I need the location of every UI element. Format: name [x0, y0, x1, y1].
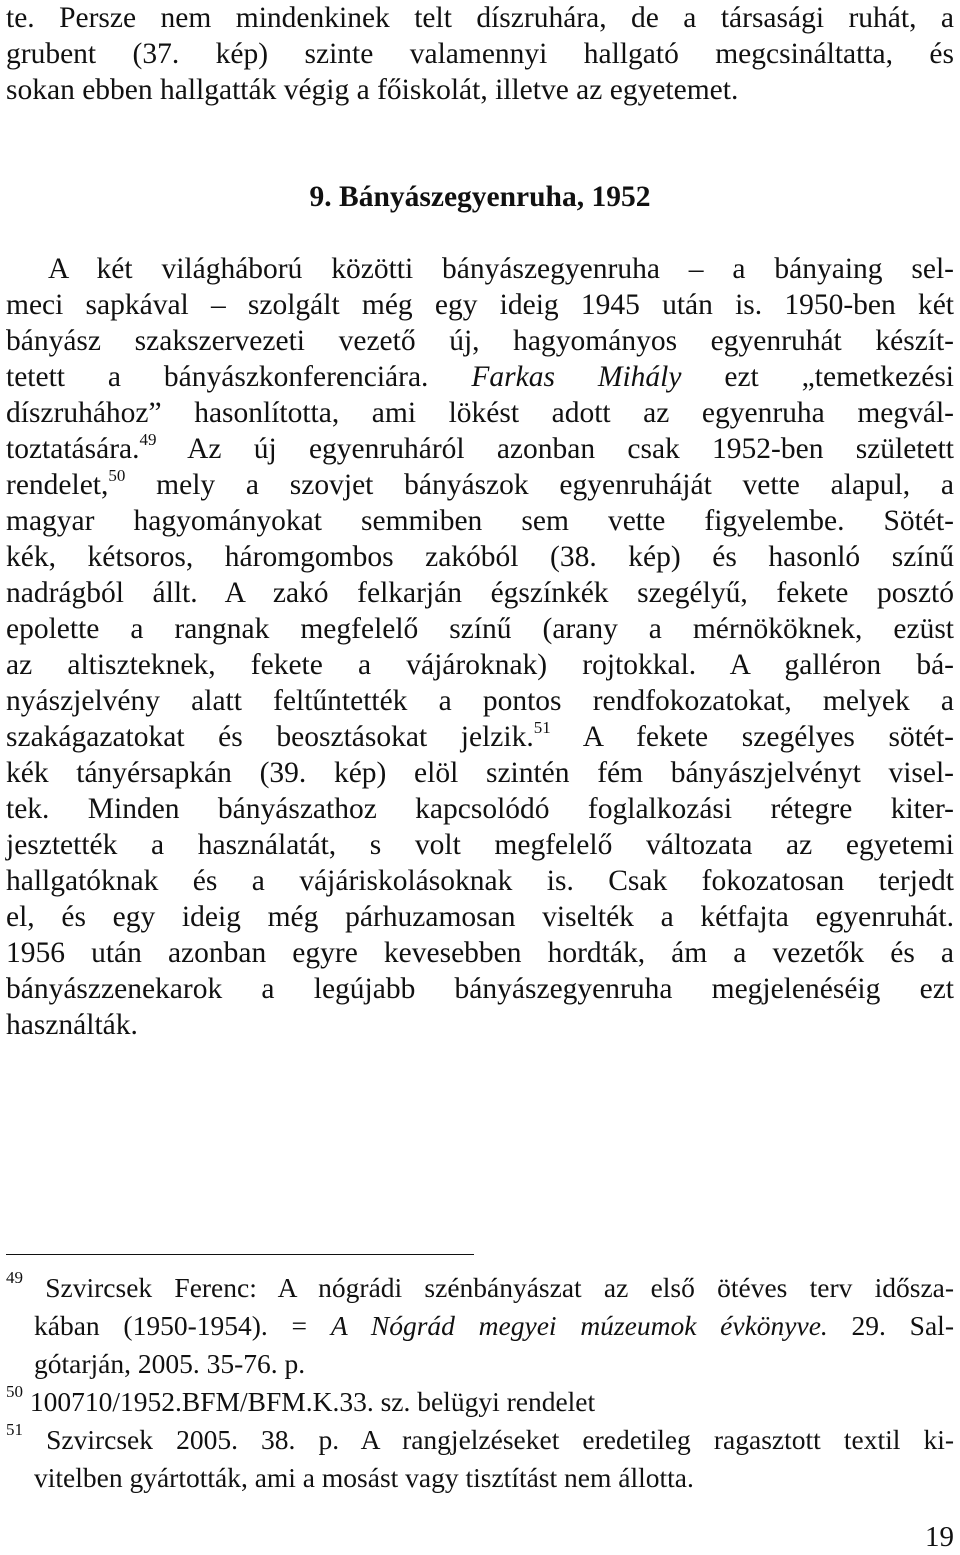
body-text: szakágazatokat és beosztásokat jelzik. [6, 721, 534, 753]
body-line: bányász szakszervezeti vezető új, hagyományos egyenruhát készít- [6, 325, 954, 357]
body-line: hallgatóknak és a vájáriskolásoknak is. Csak fokozatosan terjedt [6, 865, 954, 897]
body-line: használták. [6, 1009, 138, 1041]
body-line: jesztették a használatát, s volt megfelelő változata az egyetemi [6, 829, 954, 861]
body-line: díszruhához” hasonlította, ami lökést adott az egyenruha megvál- [6, 397, 954, 429]
page-number: 19 [925, 1521, 954, 1553]
body-paragraph [6, 251, 954, 1043]
body-line: kék, kétsoros, háromgombos zakóból (38. kép) és hasonló színű [6, 541, 954, 573]
footnote-separator [6, 1254, 474, 1255]
body-line: tek. Minden bányászathoz kapcsolódó foglalkozási rétegre kiter- [6, 793, 954, 825]
body-line: 1956 után azonban egyre kevesebben hordták, ám a vezetők és a [6, 937, 954, 969]
section-title: Bányászegyenruha, 1952 [339, 181, 651, 213]
intro-line: te. Persze nem mindenkinek telt díszruhára, de a társasági ruhát, a [6, 2, 954, 34]
body-line: nadrágból állt. A zakó felkarján égszínkék szegélyű, fekete posztó [6, 577, 954, 609]
footnote-text: Szvircsek Ferenc: A nógrádi szénbányászat az első ötéves terv idősza- [45, 1272, 955, 1303]
footnote-text: Szvircsek 2005. 38. p. A rangjelzéseket eredetileg ragasztott textil ki- [46, 1424, 954, 1455]
footnote-50 [6, 1383, 954, 1421]
body-line [6, 467, 954, 503]
body-text: ezt „temetkezési [724, 361, 955, 393]
footnote-49-cont [6, 1307, 954, 1345]
footnote-number: 50 [6, 1381, 23, 1401]
footnote-49 [6, 1269, 954, 1307]
footnote-number: 49 [6, 1267, 23, 1287]
intro-line: grubent (37. kép) szinte valamennyi hallgató megcsináltatta, és [6, 38, 954, 70]
footnote-text: 29. Sal- [851, 1310, 954, 1341]
body-text: rendelet, [6, 469, 109, 501]
body-line: az altiszteknek, fekete a vájároknak) rojtokkal. A galléron bá- [6, 649, 954, 681]
section-heading [6, 179, 954, 215]
footnote-ref-50[interactable]: 50 [108, 466, 126, 486]
footnote-text: 100710/1952.BFM/BFM.K.33. sz. belügyi rendelet [29, 1386, 596, 1417]
body-text: tetett a bányászkonferenciára. [6, 361, 429, 393]
body-line: bányászzenekarok a legújabb bányászegyenruha megjelenéséig ezt [6, 973, 954, 1005]
body-line: epolette a rangnak megfelelő színű (arany a mérnököknek, ezüst [6, 613, 954, 645]
footnote-ref-49[interactable]: 49 [139, 430, 157, 450]
body-line: kék tányérsapkán (39. kép) elöl szintén fém bányászjelvényt visel- [6, 757, 954, 789]
body-text: A fekete szegélyes sötét- [582, 721, 954, 753]
intro-paragraph [6, 0, 954, 108]
intro-line: sokan ebben hallgatták végig a főiskolát, illetve az egyetemet. [6, 74, 739, 106]
body-text: Az új egyenruháról azonban csak 1952-ben született [187, 433, 954, 465]
section-number: 9. [309, 181, 332, 213]
body-line [6, 359, 954, 395]
person-name: Farkas Mihály [471, 361, 682, 393]
footnote-51 [6, 1421, 954, 1459]
footnote-51-cont: vitelben gyártották, ami a mosást vagy tisztítást nem állotta. [34, 1462, 694, 1493]
footnote-text: kában (1950-1954). = [34, 1310, 308, 1341]
body-line [6, 719, 954, 755]
body-line: el, és egy ideig még párhuzamosan viselték a kétfajta egyenruhát. [6, 901, 954, 933]
body-line: magyar hagyományokat semmiben sem vette figyelembe. Sötét- [6, 505, 954, 537]
body-text: mely a szovjet bányászok egyenruháját vette alapul, a [156, 469, 954, 501]
body-line: meci sapkával – szolgált még egy ideig 1945 után is. 1950-ben két [6, 289, 954, 321]
footnote-ref-51[interactable]: 51 [533, 718, 551, 738]
footnotes [6, 1269, 954, 1497]
body-line: nyászjelvény alatt feltűntették a pontos rendfokozatokat, melyek a [6, 685, 954, 717]
body-line [6, 431, 954, 467]
footnote-number: 51 [6, 1419, 23, 1439]
body-text: toztatására. [6, 433, 140, 465]
footnote-title: A Nógrád megyei múzeumok évkönyve. [330, 1310, 828, 1341]
footnote-49-cont: gótarján, 2005. 35-76. p. [34, 1348, 306, 1379]
body-line: A két világháború közötti bányászegyenruha – a bányaing sel- [48, 253, 954, 285]
